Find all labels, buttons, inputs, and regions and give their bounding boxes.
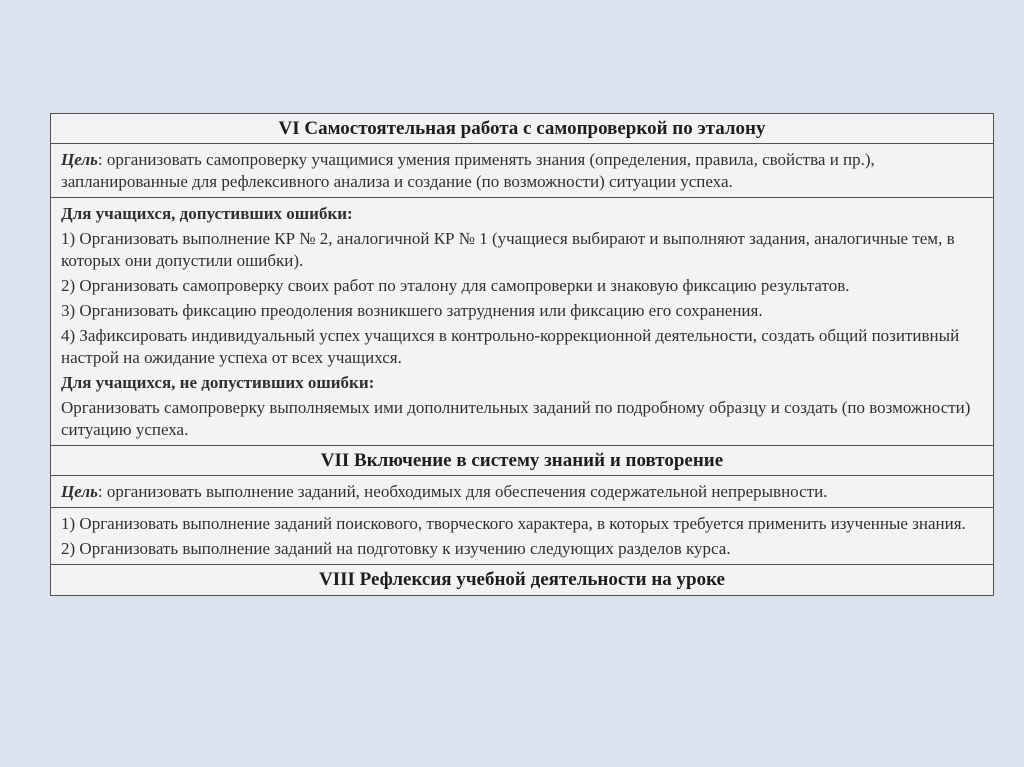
group-1-item: 1) Организовать выполнение КР № 2, аналогичной КР № 1 (учащиеся выбирают и выполняют задания, аналогичные тем, в которых они допустили ошибки). (61, 229, 955, 270)
section-7-actions-cell (51, 508, 993, 565)
group-2-heading: Для учащихся, не допустивших ошибки: (61, 373, 375, 392)
group-1-heading: Для учащихся, допустивших ошибки: (61, 204, 353, 223)
section-7-goal-label: Цель (61, 482, 98, 501)
group-2-text: Организовать самопроверку выполняемых ими дополнительных заданий по подробному образцу и создать (по возможности) ситуацию успеха. (61, 398, 971, 439)
group-1-item: 4) Зафиксировать индивидуальный успех учащихся в контрольно-коррекционной деятельности, создать общий позитивный настрой на ожидание успеха от всех учащихся. (61, 326, 960, 367)
group-1-item: 3) Организовать фиксацию преодоления возникшего затруднения или фиксацию его сохранения. (61, 301, 763, 320)
section-7-item: 1) Организовать выполнение заданий поискового, творческого характера, в которых требуется применить изученные знания. (61, 514, 966, 533)
section-6-header (51, 114, 993, 144)
lesson-stages-table (50, 113, 994, 596)
section-6-actions-cell (51, 198, 993, 446)
section-7-item: 2) Организовать выполнение заданий на подготовку к изучению следующих разделов курса. (61, 539, 731, 558)
section-6-title: VI Самостоятельная работа с самопроверкой по эталону (278, 118, 766, 139)
section-8-header (51, 565, 993, 595)
section-6-goal-text: : организовать самопроверку учащимися умения применять знания (определения, правила, свойства и пр.), запланированные для рефлексивного анализа и создание (по возможности) ситуации успеха. (61, 150, 875, 191)
section-7-goal-text: : организовать выполнение заданий, необходимых для обеспечения содержательной непрерывности. (97, 482, 828, 501)
section-7-title: VII Включение в систему знаний и повторение (320, 450, 724, 471)
section-6-goal-label: Цель (61, 150, 98, 169)
group-1-item: 2) Организовать самопроверку своих работ по эталону для самопроверки и знаковую фиксацию результатов. (61, 276, 850, 295)
section-8-title: VIII Рефлексия учебной деятельности на уроке (319, 569, 725, 590)
section-7-goal-cell (51, 476, 993, 508)
section-7-header (51, 446, 993, 476)
section-6-goal-cell (51, 144, 993, 198)
